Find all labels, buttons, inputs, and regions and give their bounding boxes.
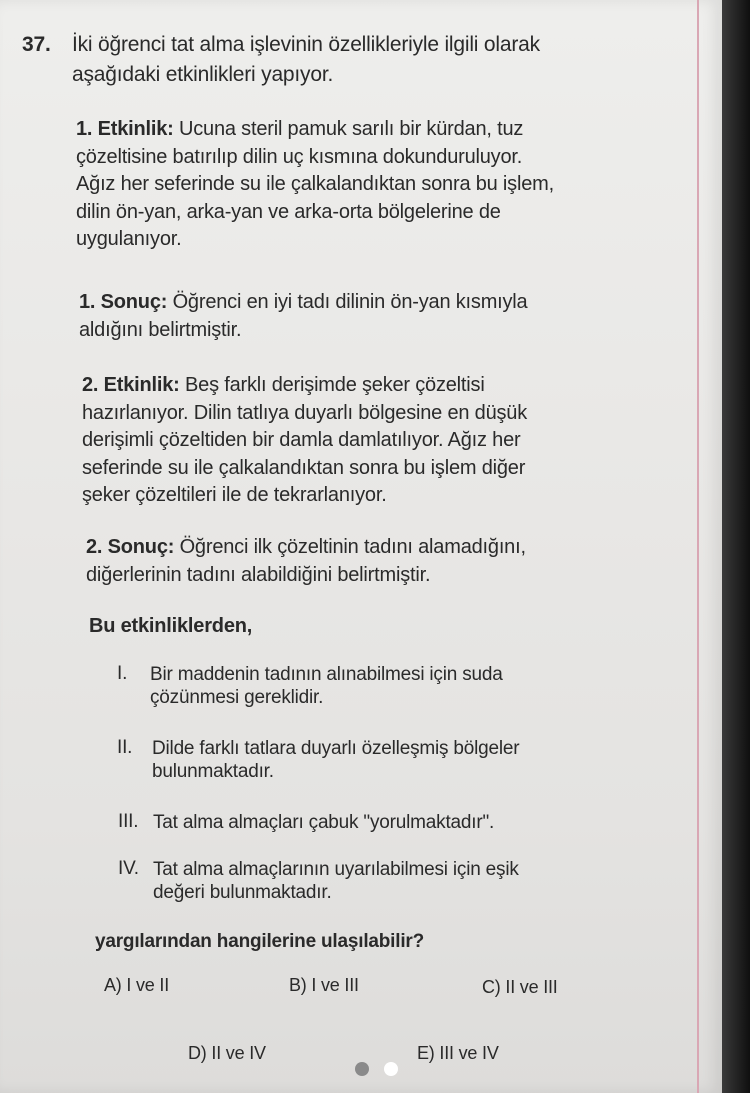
question-number: 37. — [22, 33, 51, 56]
activity-2-line: Beş farklı derişimde şeker çözeltisi — [185, 374, 485, 396]
activity-2-label: 2. Etkinlik: — [82, 374, 180, 396]
statement-line: Tat alma almaçlarının uyarılabilmesi için eşik — [153, 859, 519, 880]
activity-1 — [76, 116, 554, 254]
question-prompt: yargılarından hangilerine ulaşılabilir? — [95, 931, 425, 952]
statement-line: değeri bulunmaktadır. — [153, 882, 332, 903]
activity-2-line: derişimli çözeltiden bir damla damlatılıyor. Ağız her — [82, 429, 521, 451]
photo-edge — [722, 0, 750, 1093]
activity-2-line: hazırlanıyor. Dilin tatlıya duyarlı bölgesine en düşük — [82, 401, 528, 424]
result-1-label: 1. Sonuç: — [79, 291, 168, 313]
activity-1-label: 1. Etkinlik: — [76, 118, 174, 140]
activity-2 — [82, 372, 527, 510]
statement-text — [153, 811, 494, 834]
activity-1-line: Ucuna steril pamuk sarılı bir kürdan, tuz — [179, 118, 524, 140]
option-c[interactable]: C) II ve III — [482, 977, 558, 997]
statement-numeral: I. — [117, 663, 128, 684]
page-dot-2-active[interactable] — [384, 1062, 398, 1076]
statement-text — [150, 663, 503, 709]
result-2-line: Öğrenci ilk çözeltinin tadını alamadığını, — [179, 536, 526, 558]
statement-numeral: III. — [118, 811, 139, 832]
option-b[interactable]: B) I ve III — [289, 975, 359, 995]
result-1 — [79, 289, 527, 344]
activity-1-line: uygulanıyor. — [76, 228, 182, 250]
activity-2-line: şeker çözeltileri ile de tekrarlanıyor. — [82, 484, 387, 506]
result-2-label: 2. Sonuç: — [86, 536, 175, 558]
option-a[interactable]: A) I ve II — [104, 975, 170, 995]
activity-1-line: dilin ön-yan, arka-yan ve arka-orta bölgelerine de — [76, 200, 501, 223]
statement-line: çözünmesi gereklidir. — [150, 687, 324, 708]
statement-numeral: IV. — [118, 858, 139, 879]
activity-2-line: seferinde su ile çalkalandıktan sonra bu işlem diğer — [82, 456, 526, 479]
margin-line — [697, 0, 699, 1093]
statement-line: Tat alma almaçları çabuk "yorulmaktadır". — [153, 812, 495, 833]
question-stem-line: İki öğrenci tat alma işlevinin özellikleriyle ilgili olarak — [72, 33, 540, 56]
statement-text — [152, 737, 519, 783]
activity-1-line: çözeltisine batırılıp dilin uç kısmına dokunduruluyor. — [76, 145, 523, 168]
result-2 — [86, 534, 526, 589]
result-1-line: aldığını belirtmiştir. — [79, 318, 242, 341]
result-2-line: diğerlerinin tadını alabildiğini belirtmiştir. — [86, 563, 431, 586]
statement-line: Bir maddenin tadının alınabilmesi için suda — [150, 664, 503, 685]
question-stem-line: aşağıdaki etkinlikleri yapıyor. — [72, 63, 334, 86]
result-1-line: Öğrenci en iyi tadı dilinin ön-yan kısmıyla — [172, 291, 528, 313]
statement-line: Dilde farklı tatlara duyarlı özelleşmiş bölgeler — [152, 738, 520, 759]
lead-in: Bu etkinliklerden, — [89, 615, 253, 637]
statement-line: bulunmaktadır. — [152, 761, 274, 782]
option-d[interactable]: D) II ve IV — [188, 1043, 266, 1063]
option-e[interactable]: E) III ve IV — [417, 1043, 499, 1063]
statement-numeral: II. — [117, 737, 133, 758]
statement-text — [153, 858, 519, 904]
activity-1-line: Ağız her seferinde su ile çalkalandıktan sonra bu işlem, — [76, 173, 554, 195]
page-dot-1[interactable] — [355, 1062, 369, 1076]
